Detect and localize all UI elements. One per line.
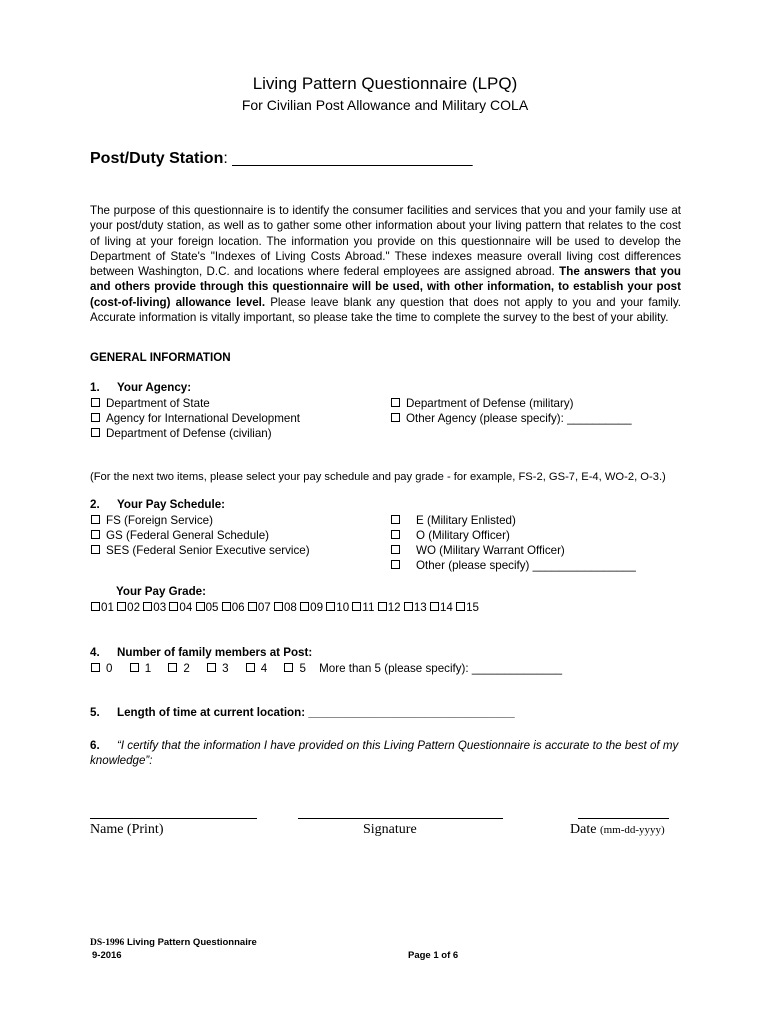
checkbox[interactable] [456,602,465,611]
q2-option[interactable] [91,543,310,558]
option-label: 3 [222,662,229,675]
date-line[interactable] [578,818,669,819]
footer-form-name [90,937,257,948]
option-label: Department of Defense (military) [406,397,574,410]
option-label: Other Agency (please specify): __________ [406,412,632,425]
q3-label: Your Pay Grade: [116,585,206,598]
intro-paragraph [90,203,681,325]
checkbox[interactable] [391,398,400,407]
name-label: Name (Print) [90,822,164,837]
family-option[interactable] [246,662,267,675]
pay-grade-option[interactable] [352,601,374,614]
option-label: 01 [101,601,114,614]
option-label: 03 [153,601,167,614]
checkbox[interactable] [91,545,100,554]
pay-note: (For the next two items, please select your pay schedule and pay grade - for example, FS-2, GS-7, E-4, WO-2, O-3.) [90,471,666,483]
pay-grade-option[interactable] [456,601,479,614]
q4-number: 4. [90,646,100,659]
option-label: Other (please specify) ________________ [416,559,636,572]
q1-option[interactable] [391,396,632,411]
pay-grade-option[interactable] [326,601,349,614]
family-option[interactable] [284,662,305,675]
family-option[interactable] [207,662,228,675]
option-label: Agency for International Development [106,412,300,425]
checkbox[interactable] [91,413,100,422]
q2-number: 2. [90,498,100,511]
q5-label: Length of time at current location: [117,706,306,719]
option-label: 02 [127,601,141,614]
option-label: SES (Federal Senior Executive service) [106,544,310,557]
signature-label: Signature [363,822,417,837]
option-label: 04 [179,601,193,614]
q2-option[interactable] [391,513,636,528]
option-label: Department of Defense (civilian) [106,427,272,440]
page-number: Page 1 of 6 [408,950,459,961]
checkbox[interactable] [300,602,309,611]
station-colon: : [223,150,228,167]
checkbox[interactable] [352,602,361,611]
intro-bold: The answers that you and others provide through this questionnaire will be used, with other information, to establish your post (cost-of-living) allowance level. [90,265,681,309]
option-label: E (Military Enlisted) [416,514,516,527]
q1-right-options [391,396,632,426]
q2-option[interactable] [391,528,636,543]
q1-heading [90,381,191,394]
option-label: WO (Military Warrant Officer) [416,544,565,557]
option-label: 08 [283,601,297,614]
checkbox[interactable] [130,663,139,672]
signature-line[interactable] [298,818,503,819]
checkbox[interactable] [391,515,400,524]
option-label: 06 [231,601,245,614]
form-code: DS-1996 [90,938,125,948]
option-label: 5 [299,662,306,675]
checkbox[interactable] [143,602,152,611]
option-label: 2 [183,662,190,675]
q4-label: Number of family members at Post: [117,646,313,659]
option-label: FS (Foreign Service) [106,514,213,527]
pay-grade-option[interactable] [143,601,166,614]
pay-grade-option[interactable] [300,601,323,614]
checkbox[interactable] [91,398,100,407]
pay-grade-option[interactable] [248,601,271,614]
date-label-group [570,822,665,838]
q4-heading [90,646,312,659]
option-label: 07 [257,601,271,614]
form-name: Living Pattern Questionnaire [126,937,257,948]
page-subtitle: For Civilian Post Allowance and Military COLA [241,97,529,113]
checkbox[interactable] [91,663,100,672]
option-label: Department of State [106,397,210,410]
q1-option[interactable] [91,411,300,426]
checkbox[interactable] [274,602,283,611]
page-title: Living Pattern Questionnaire (LPQ) [252,74,518,93]
checkbox[interactable] [391,545,400,554]
pay-grade-option[interactable] [378,601,401,614]
station-field[interactable]: ___________________________ [232,150,473,167]
pay-grade-option[interactable] [430,601,453,614]
pay-grade-option[interactable] [91,601,114,614]
q2-label: Your Pay Schedule: [117,498,226,511]
checkbox[interactable] [326,602,335,611]
q4-options [91,661,562,676]
q1-option[interactable] [91,396,300,411]
option-label: GS (Federal General Schedule) [106,529,270,542]
option-label: 13 [413,601,427,614]
family-option[interactable] [168,662,189,675]
checkbox[interactable] [91,602,100,611]
q5-number: 5. [90,706,100,719]
post-duty-station [90,150,473,168]
family-option[interactable] [91,662,112,675]
pay-grade-option[interactable] [169,601,192,614]
pay-grade-option[interactable] [222,601,245,614]
pay-grade-option[interactable] [196,601,219,614]
checkbox[interactable] [207,663,216,672]
q1-label: Your Agency: [117,381,192,394]
family-more-than-5[interactable]: More than 5 (please specify): ______________ [319,662,563,675]
checkbox[interactable] [391,530,400,539]
checkbox[interactable] [430,602,439,611]
q6-text: “I certify that the information I have provided on this Living Pattern Questionnaire is accurate to the best of my knowledge”: [90,739,679,767]
option-label: 15 [466,601,480,614]
checkbox[interactable] [117,602,126,611]
date-label: Date [570,822,597,837]
pay-grade-option[interactable] [274,601,297,614]
option-label: 12 [387,601,401,614]
pay-grade-option[interactable] [117,601,140,614]
station-label: Post/Duty Station [90,150,224,167]
checkbox[interactable] [91,515,100,524]
q5-field[interactable]: ________________________________ [308,706,515,719]
general-information-heading: GENERAL INFORMATION [90,351,231,364]
q1-left-options [91,396,300,441]
option-label: 0 [106,662,113,675]
checkbox[interactable] [248,602,257,611]
q2-heading [90,498,225,511]
checkbox[interactable] [378,602,387,611]
footer-form-date: 9-2016 [92,950,122,961]
checkbox[interactable] [246,663,255,672]
intro-part1: The purpose of this questionnaire is to identify the consumer facilities and services that you and your family use at your post/duty station, as well as to gather some other information about your living pattern that relates to the cost of living at your foreign location. The information you provide on this questionnaire will be used to develop the Department of State's "Indexes of Living Costs Abroad." These indexes measure overall living cost differences between Washington, D.C. and locations where federal employees are assigned abroad. [90,204,681,279]
checkbox[interactable] [196,602,205,611]
checkbox[interactable] [169,602,178,611]
q1-option[interactable] [391,411,632,426]
checkbox[interactable] [168,663,177,672]
q6-certification [90,738,690,768]
q6-number: 6. [90,739,100,752]
option-label: 10 [336,601,350,614]
checkbox[interactable] [91,428,100,437]
q2-option[interactable] [391,543,636,558]
q2-option[interactable] [91,513,310,528]
q2-right-options [391,513,636,573]
option-label: 05 [205,601,219,614]
family-option[interactable] [130,662,151,675]
option-label: 09 [310,601,324,614]
q1-option[interactable] [91,426,300,441]
name-line[interactable] [90,818,257,819]
checkbox[interactable] [284,663,293,672]
checkbox[interactable] [391,560,400,569]
q2-option[interactable] [91,528,310,543]
q1-number: 1. [90,381,100,394]
checkbox[interactable] [391,413,400,422]
checkbox[interactable] [404,602,413,611]
pay-grade-option[interactable] [404,601,427,614]
checkbox[interactable] [91,530,100,539]
q2-left-options [91,513,310,558]
date-format: (mm-dd-yyyy) [599,824,665,836]
checkbox[interactable] [222,602,231,611]
option-label: 11 [362,601,375,614]
option-label: 4 [260,662,268,675]
option-label: O (Military Officer) [416,529,510,542]
q5-heading [90,706,515,719]
intro-part2: Please leave blank any question that does not apply to you and your family. Accurate information is vitally important, so please take the time to complete the survey to the best of your ability. [90,295,681,325]
option-label: 1 [144,662,152,675]
q3-options [91,600,479,615]
q2-option[interactable] [391,558,636,573]
option-label: 14 [439,601,453,614]
